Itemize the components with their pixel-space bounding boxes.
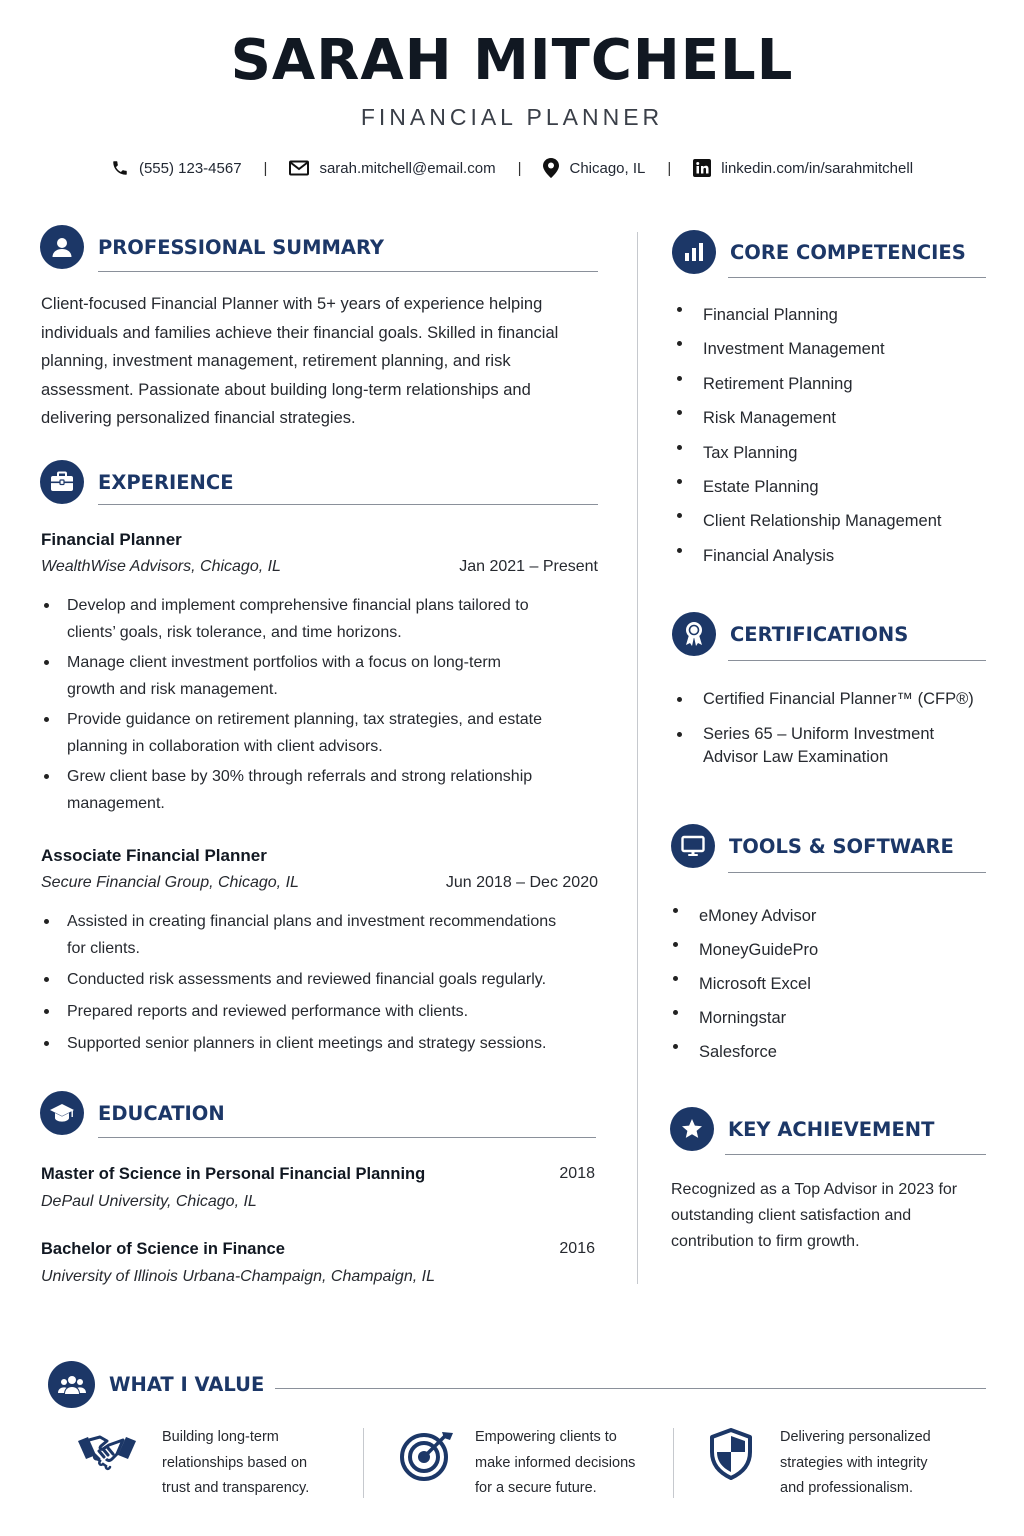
tool-item: eMoney Advisor [668,899,988,933]
competency-item: Investment Management [672,332,992,366]
job-company: WealthWise Advisors, Chicago, IL [41,558,281,575]
shield-icon [709,1428,753,1485]
tool-item: Morningstar [668,1001,988,1035]
contact-email[interactable] [289,160,495,177]
summary-line: delivering personalized financial strategies. [41,409,356,427]
tool-item: Microsoft Excel [668,967,988,1001]
degree-school: University of Illinois Urbana-Champaign, Champaign, IL [41,1268,435,1285]
people-group-icon [48,1361,95,1408]
value-text: Delivering personalized strategies with integrity and professionalism. [780,1429,931,1496]
contact-separator: | [263,159,268,177]
location-text: Chicago, IL [569,159,646,177]
section-rule [728,872,986,873]
briefcase-icon [40,460,84,504]
degree-title: Bachelor of Science in Finance [41,1240,285,1258]
competency-item: Risk Management [672,401,992,435]
degree-year: 2018 [559,1165,595,1182]
summary-line: planning, investment management, retirement planning, and risk [41,352,511,370]
phone-icon [111,159,129,177]
tool-item: Salesforce [668,1035,988,1069]
job-bullet: Supported senior planners in client meetings and strategy sessions. [41,1030,621,1057]
section-rule [98,1137,596,1138]
job-company: Secure Financial Group, Chicago, IL [41,874,299,891]
competencies-list [672,298,992,573]
award-ribbon-icon [672,612,716,656]
degree-title: Master of Science in Personal Financial Planning [41,1165,426,1183]
certifications-header [672,612,908,656]
value-item [709,1425,931,1502]
competency-item: Client Relationship Management [672,504,992,538]
job-bullet: Assisted in creating financial plans and investment recommendations for clients. [41,908,621,962]
value-item [76,1425,309,1502]
competency-item: Financial Planning [672,298,992,332]
competency-item: Tax Planning [672,436,992,470]
section-title: PROFESSIONAL SUMMARY [98,235,385,259]
achievement-line: contribution to firm growth. [671,1233,860,1250]
location-pin-icon [543,158,559,178]
job-title: Financial Planner [41,530,182,549]
envelope-icon [289,160,309,176]
job-bullet: Conducted risk assessments and reviewed financial goals regularly. [41,966,621,993]
contact-separator: | [517,159,522,177]
value-item [398,1425,635,1502]
section-title: TOOLS & SOFTWARE [729,834,954,858]
contact-phone[interactable] [111,159,242,177]
section-title: EDUCATION [98,1101,225,1125]
job-bullet: Grew client base by 30% through referrals and strong relationship management. [41,763,611,817]
value-divider [673,1428,674,1498]
section-title: EXPERIENCE [98,470,234,494]
experience-header [40,460,234,504]
job-bullets [41,908,621,1057]
handshake-icon [76,1431,138,1478]
values-header [48,1361,264,1408]
user-icon [40,225,84,269]
summary-text [41,290,601,433]
summary-line: Client-focused Financial Planner with 5+ years of experience helping [41,295,543,313]
achievement-line: outstanding client satisfaction and [671,1207,912,1224]
summary-line: individuals and families achieve their financial goals. Skilled in financial [41,323,559,342]
section-rule [275,1388,986,1389]
value-text: Building long-term relationships based on trust and transparency. [162,1429,310,1496]
value-text: Empowering clients to make informed decisions for a secure future. [475,1429,636,1496]
section-title: CORE COMPETENCIES [730,240,966,264]
monitor-icon [671,824,715,868]
tool-item: MoneyGuidePro [668,933,988,967]
candidate-name: SARAH MITCHELL [230,28,794,93]
tools-header [671,824,954,868]
section-title: CERTIFICATIONS [730,622,909,646]
section-rule [728,277,986,278]
tools-list [668,899,988,1069]
phone-text: (555) 123-4567 [138,159,242,177]
achievement-header [670,1107,934,1151]
achievement-text [671,1177,1001,1255]
section-title: WHAT I VALUE [109,1373,265,1396]
job-dates: Jan 2021 – Present [459,558,598,575]
job-bullet: Provide guidance on retirement planning, tax strategies, and estate planning in collaboration with client advisors. [41,706,611,760]
certification-item: Certified Financial Planner™ (CFP®) [672,688,1002,711]
section-rule [98,504,598,505]
graduation-cap-icon [40,1091,84,1135]
linkedin-icon [693,159,711,177]
section-title: KEY ACHIEVEMENT [728,1117,935,1141]
contact-separator: | [667,159,672,177]
candidate-title: FINANCIAL PLANNER [360,104,664,130]
certification-item: Series 65 – Uniform Investment Advisor Law Examination [672,723,1002,769]
degree-year: 2016 [559,1240,595,1257]
summary-header [40,225,384,269]
competency-item: Financial Analysis [672,539,992,573]
email-text: sarah.mitchell@email.com [319,159,496,177]
job-bullet: Develop and implement comprehensive financial plans tailored to clients’ goals, risk tolerance, and time horizons. [41,592,611,646]
competency-item: Estate Planning [672,470,992,504]
value-divider [363,1428,364,1498]
competencies-header [672,230,966,274]
contact-linkedin[interactable] [693,159,913,177]
linkedin-text: linkedin.com/in/sarahmitchell [721,159,914,177]
section-rule [98,271,598,272]
job-dates: Jun 2018 – Dec 2020 [445,874,598,891]
summary-line: assessment. Passionate about building long-term relationships and [41,380,531,399]
column-divider [637,232,638,1284]
target-icon [398,1429,454,1486]
star-icon [670,1107,714,1151]
job-bullets [41,592,611,817]
education-header [40,1091,225,1135]
certifications-list [672,688,1002,769]
degree-school: DePaul University, Chicago, IL [41,1193,257,1210]
section-rule [725,1154,986,1155]
job-title: Associate Financial Planner [41,846,267,865]
job-bullet: Prepared reports and reviewed performance with clients. [41,998,621,1025]
competency-item: Retirement Planning [672,367,992,401]
bar-chart-icon [672,230,716,274]
job-bullet: Manage client investment portfolios with a focus on long-term growth and risk management. [41,649,611,703]
achievement-line: Recognized as a Top Advisor in 2023 for [671,1181,958,1198]
contact-location [543,158,645,178]
section-rule [728,660,986,661]
contact-bar [0,158,1024,178]
